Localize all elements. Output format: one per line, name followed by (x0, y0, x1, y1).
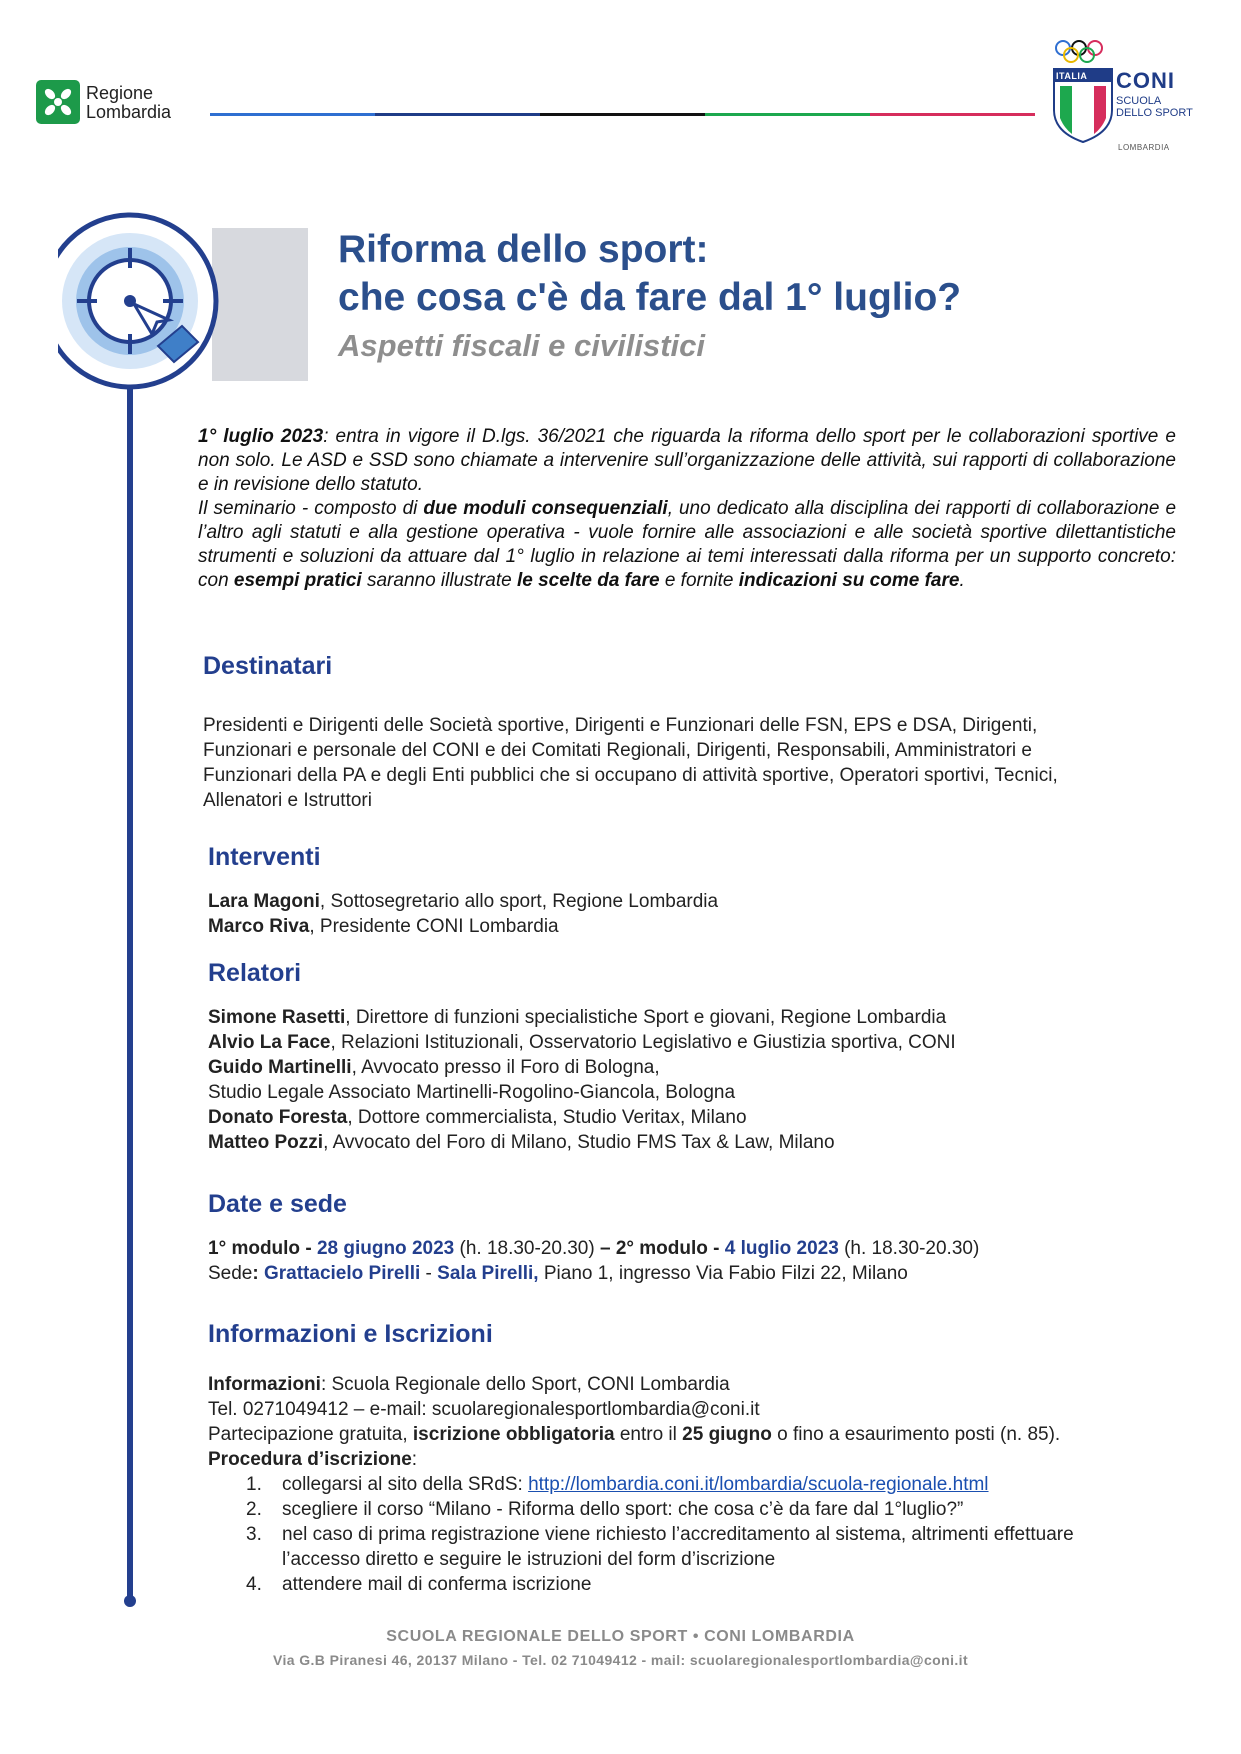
sede-colon: : (252, 1263, 264, 1284)
speaker-name: Donato Foresta (208, 1107, 348, 1128)
sede-place2: Sala Pirelli, (437, 1263, 539, 1284)
interventi-item (208, 914, 718, 939)
step-item (208, 1522, 1148, 1572)
step-text: scegliere il corso “Milano - Riforma dello sport: che cosa c’è da fare dal 1°luglio?” (282, 1499, 964, 1520)
part-d: 25 giugno (682, 1424, 772, 1445)
intro-p2-e: saranno illustrate (361, 570, 517, 591)
speaker-role: , Direttore di funzioni specialistiche Sport e giovani, Regione Lombardia (345, 1007, 947, 1028)
part-b: iscrizione obbligatoria (412, 1424, 615, 1445)
region-name-line1: Regione (86, 83, 154, 103)
intro-date: 1° luglio 2023 (198, 426, 324, 447)
participation-line (208, 1422, 1148, 1472)
header-bar-black (540, 113, 705, 116)
relatori-list (208, 1005, 956, 1155)
coni-badge: ITALIA (1056, 71, 1088, 81)
speaker-role: , Presidente CONI Lombardia (309, 916, 559, 937)
module1-date: 28 giugno 2023 (316, 1238, 455, 1259)
page-title (338, 226, 961, 322)
intro-p2-i: . (959, 570, 965, 591)
title-line2: che cosa c'è da fare dal 1° luglio? (338, 276, 962, 319)
interventi-item (208, 889, 718, 914)
regione-lombardia-logo (36, 80, 80, 124)
module1-time: (h. 18.30-20.30) (454, 1238, 600, 1259)
title-line1: Riforma dello sport: (338, 228, 709, 271)
module2-date: 4 luglio 2023 (724, 1238, 839, 1259)
relatori-item (208, 1055, 956, 1080)
speaker-role: , Sottosegretario allo sport, Regione Lombardia (319, 891, 719, 912)
intro-p1-rest: : entra in vigore il D.lgs. 36/2021 che riguarda la riforma dello sport per le collaborazioni sportive e non solo. Le ASD e SSD sono chiamate a intervenire sull’organizzazione delle attività, sui rapporti di collaborazione e in revisione dello statuto. (198, 426, 1176, 495)
date-sede-text (208, 1236, 979, 1286)
contact-line: Tel. 0271049412 – e-mail: scuolaregionalesportlombardia@coni.it (208, 1399, 760, 1420)
header-bar-blue (210, 113, 375, 116)
olympic-shield-icon (1050, 36, 1116, 146)
intro-p2-f: le scelte da fare (516, 570, 660, 591)
relatori-item (208, 1005, 956, 1030)
sede-rest: Piano 1, ingresso Via Fabio Filzi 22, Milano (538, 1263, 908, 1284)
part-g: : (411, 1449, 418, 1470)
sede-dash: - (420, 1263, 438, 1284)
relatori-item (208, 1030, 956, 1055)
lombardia-cross-icon (36, 80, 80, 124)
module2-time: (h. 18.30-20.30) (838, 1238, 980, 1259)
intro-p2-h: indicazioni su come fare (738, 570, 960, 591)
speaker-name: Marco Riva (208, 916, 310, 937)
region-name (86, 84, 171, 122)
footer-title: SCUOLA REGIONALE DELLO SPORT • CONI LOMBARDIA (386, 1628, 855, 1645)
intro-p2-g: e fornite (659, 570, 739, 591)
destinatari-text: Presidenti e Dirigenti delle Società sportive, Dirigenti e Funzionari delle FSN, EPS e DSA, Dirigenti, Funzionari e personale del CONI e dei Comitati Regionali, Dirigenti, Responsabili, Amministratori e Funzionari della PA e degli Enti pubblici che si occupano di attività sportive, Operatori sportivi, Tecnici, Allenatori e Istruttori (203, 715, 1058, 811)
date-sede-heading: Date e sede (208, 1190, 347, 1218)
header-bar-red (870, 113, 1035, 116)
step-number: 4. (246, 1574, 262, 1595)
intro-p2-a: Il seminario - composto di (198, 498, 424, 519)
coni-subtitle-line2: DELLO SPORT (1116, 107, 1193, 119)
speaker-name: Simone Rasetti (208, 1007, 346, 1028)
step-number: 3. (246, 1524, 262, 1545)
intro-p2-d: esempi pratici (233, 570, 362, 591)
page-subtitle: Aspetti fiscali e civilistici (338, 328, 705, 363)
relatori-item (208, 1080, 956, 1105)
module2-label: – 2° modulo - (599, 1238, 725, 1259)
date-line (208, 1236, 979, 1261)
info-label: Informazioni (208, 1374, 321, 1395)
speaker-name: Guido Martinelli (208, 1057, 352, 1078)
step-item (208, 1572, 1148, 1597)
intro-p2-b: due moduli consequenziali (423, 498, 668, 519)
part-f: Procedura d’iscrizione (208, 1449, 412, 1470)
speaker-name: Alvio La Face (208, 1032, 331, 1053)
sede-label: Sede (208, 1263, 253, 1284)
step-text: attendere mail di conferma iscrizione (282, 1574, 592, 1595)
speaker-role: , Relazioni Istituzionali, Osservatorio Legislativo e Giustizia sportiva, CONI (330, 1032, 956, 1053)
intro-text (198, 425, 1176, 593)
part-e: o fino a esaurimento posti (n. 85). (771, 1424, 1061, 1445)
header-bar-navy (375, 113, 540, 116)
registration-steps (208, 1472, 1148, 1597)
header-bar-green (705, 113, 870, 116)
coni-subtitle-line1: SCUOLA (1116, 95, 1162, 107)
info-line (208, 1372, 1148, 1397)
coni-region: LOMBARDIA (1118, 143, 1170, 152)
speaker-name: Matteo Pozzi (208, 1132, 324, 1153)
sede-place1: Grattacielo Pirelli (263, 1263, 421, 1284)
step-number: 2. (246, 1499, 262, 1520)
sede-line (208, 1261, 979, 1286)
speaker-role: , Avvocato del Foro di Milano, Studio FMS Tax & Law, Milano (323, 1132, 835, 1153)
footer-address: Via G.B Piranesi 46, 20137 Milano - Tel. 02 71049412 - mail: scuolaregionalesportlombardia@coni.it (272, 1652, 969, 1668)
info-value: : Scuola Regionale dello Sport, CONI Lombardia (320, 1374, 730, 1395)
info-heading: Informazioni e Iscrizioni (208, 1320, 493, 1348)
relatori-item (208, 1130, 956, 1155)
destinatari-heading: Destinatari (203, 652, 333, 680)
part-a: Partecipazione gratuita, (208, 1424, 413, 1445)
relatori-heading: Relatori (208, 959, 302, 987)
intro-paragraph-2 (198, 497, 1176, 593)
step-number: 1. (246, 1474, 262, 1495)
intro-p2-c: , uno dedicato alla disciplina dei rapporti di collaborazione e l’altro agli statuti e alla gestione operativa - vuole fornire alle associazioni e alle società sportive dilettantistiche strumenti e soluzioni da attuare dal 1° luglio in relazione ai temi interessati dalla riforma per un supporto concreto: con (198, 498, 1177, 591)
step-text: collegarsi al sito della SRdS: (282, 1474, 529, 1495)
step-item (208, 1497, 1148, 1522)
coni-name: CONI (1116, 68, 1175, 93)
srds-link[interactable]: http://lombardia.coni.it/lombardia/scuola-regionale.html (528, 1474, 989, 1495)
speaker-role: , Avvocato presso il Foro di Bologna, (351, 1057, 660, 1078)
region-name-line2: Lombardia (86, 102, 172, 122)
interventi-heading: Interventi (208, 843, 321, 871)
speaker-role: , Dottore commercialista, Studio Veritax, Milano (347, 1107, 747, 1128)
step-text: nel caso di prima registrazione viene richiesto l’accreditamento al sistema, altrimenti effettuare l’accesso diretto e seguire le istruzioni del form d’iscrizione (282, 1524, 1074, 1570)
intro-paragraph-1 (198, 425, 1176, 497)
coni-subtitle (1116, 95, 1193, 119)
interventi-list (208, 889, 718, 939)
speaker-role: Studio Legale Associato Martinelli-Rogolino-Giancola, Bologna (208, 1082, 736, 1103)
step-item (208, 1472, 1148, 1497)
relatori-item (208, 1105, 956, 1130)
info-text (208, 1372, 1148, 1597)
speaker-name: Lara Magoni (208, 891, 320, 912)
part-c: entro il (614, 1424, 683, 1445)
module1-label: 1° modulo - (208, 1238, 317, 1259)
